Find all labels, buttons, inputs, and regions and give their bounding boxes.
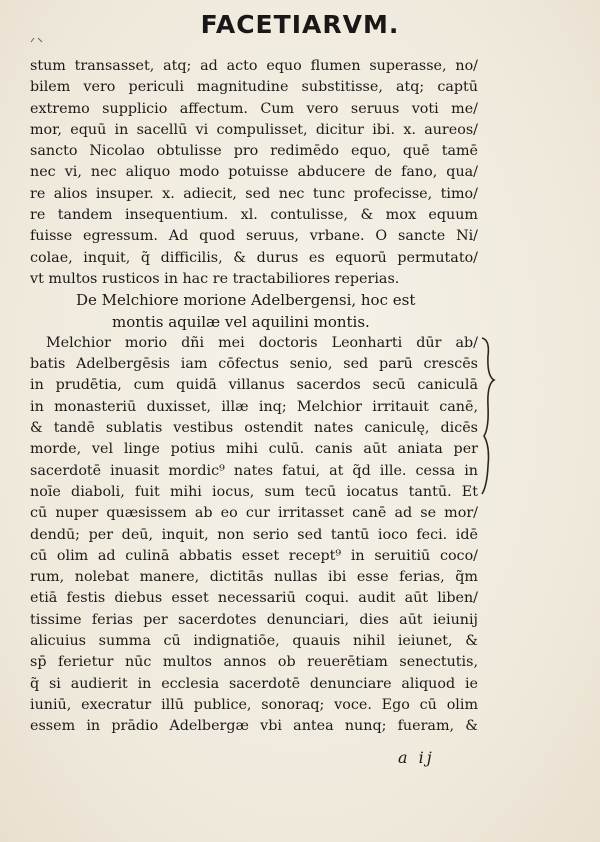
text-line: re tandem insequentium. xl. contulisse, & mox equum [30, 207, 478, 224]
text-line: sancto Nicolao obtulisse pro redimēdo equo, quē tamē [30, 143, 478, 160]
text-line: tissime ferias per sacerdotes denunciari, dies aūt ieiunij [30, 611, 478, 628]
margin-bracket [478, 336, 498, 496]
text-line: nec vi, nec aliquo modo potuisse abducere de fano, qua/ [30, 164, 478, 181]
text-line: alicuius summa cū indignatiōe, quauis nihil ieiunet, & [30, 633, 478, 650]
body-text [30, 56, 478, 738]
text-line: in prudētia, cum quidā villanus sacerdos secū caniculā [30, 377, 478, 394]
text-line: De Melchiore morione Adelbergensi, hoc est [76, 291, 416, 310]
text-line: extremo supplicio affectum. Cum vero seruus voti me/ [30, 100, 478, 117]
paragraph-2 [30, 333, 478, 738]
text-line: etiā festis diebus esset necessariū coqui. audit aūt liben/ [30, 590, 478, 607]
text-line: montis aquilæ vel aquilini montis. [112, 312, 370, 331]
running-head: FACETIARVM. [200, 10, 400, 39]
text-line: bilem vero periculi magnitudine substitisse, atq; captū [30, 79, 478, 96]
text-line: q̃ si audierit in ecclesia sacerdotē denunciare aliquod ie [30, 675, 478, 692]
text-line: colae, inquit, q̃ difficilis, & durus es equorū permutato/ [30, 249, 478, 266]
text-line: noīe diaboli, fuit mihi iocus, sum tecū iocatus tantū. Et [30, 483, 478, 500]
signature-mark: a ij [398, 748, 435, 767]
text-line: stum transasset, atq; ad acto equo flumen superasse, no/ [30, 58, 478, 74]
text-line: sacerdotē inuasit mordic⁹ nates fatui, at q̃d ille. cessa in [30, 462, 478, 479]
section-heading [30, 290, 478, 333]
text-line: dendū; per deū, inquit, non serio sed tantū ioco feci. idē [30, 526, 478, 543]
text-line: batis Adelbergēsis iam cōfectus senio, sed parū crescēs [30, 356, 478, 373]
text-line: mor, equū in sacellū vi compulisset, dicitur ibi. x. aureos/ [30, 121, 478, 138]
text-line: sp̄ ferietur nūc multos annos ob reuerētiam senectutis, [30, 654, 478, 671]
text-line: Melchior morio dñi mei doctoris Leonharti dūr ab/ [46, 334, 478, 351]
text-line: fuisse egressum. Ad quod seruus, vrbane. O sancte Ni/ [30, 228, 478, 245]
text-line: cū olim ad culinā abbatis esset recept⁹ in seruitiū coco/ [30, 547, 478, 564]
text-line: re alios insuper. x. adiecit, sed nec tunc profecisse, timo/ [30, 185, 478, 202]
text-line: in monasteriū duxisset, illæ inq; Melchior irritauit canē, [30, 398, 478, 415]
text-line: vt multos rusticos in hac re tractabiliores reperias. [30, 270, 400, 287]
text-line: cū nuper quæsissem ab eo cur irritasset canē ad se mor/ [30, 505, 478, 522]
text-line: rum, nolebat manere, dictitās nullas ibi esse ferias, q̃m [30, 569, 478, 586]
text-line: & tandē sublatis vestibus ostendit nates caniculę, dicēs [30, 420, 478, 437]
text-line: morde, vel linge potius mihi culū. canis aūt aniata per [30, 441, 478, 458]
paragraph-1 [30, 56, 478, 290]
text-line: essem in prādio Adelbergæ vbi antea nunq; fueram, & [30, 718, 478, 735]
text-line: iuniū, execratur illū publice, sonoraq; voce. Ego cū olim [30, 696, 478, 713]
